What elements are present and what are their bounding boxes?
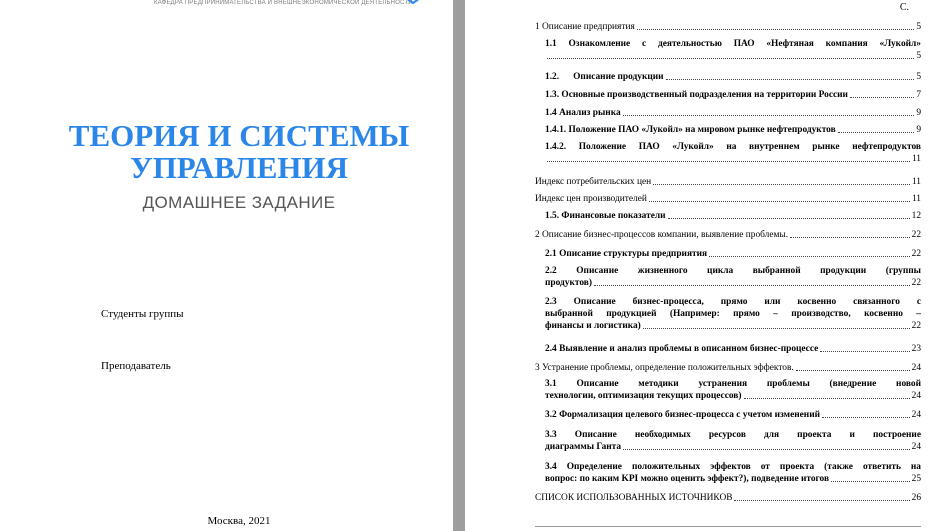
toc-entry[interactable]: СПИСОК ИСПОЛЬЗОВАННЫХ ИСТОЧНИКОВ 26 bbox=[535, 493, 921, 503]
teacher-label: Преподаватель bbox=[101, 360, 171, 372]
toc-entry[interactable]: 1.3. Основные производственный подразделения на территории России 7 bbox=[545, 90, 921, 100]
toc-entry[interactable]: 3.2 Формализация целевого бизнес-процесса с учетом изменений 24 bbox=[545, 410, 921, 420]
toc-entry[interactable]: 3.1 Описание методики устранения проблемы (внедрение новой технологии, оптимизация текущих процессов) 24 bbox=[545, 379, 921, 401]
toc-page bbox=[465, 0, 932, 531]
toc-entry[interactable]: 1.4.1. Положение ПАО «Лукойл» на мировом рынке нефтепродуктов 9 bbox=[545, 125, 921, 135]
title-line-1: ТЕОРИЯ И СИСТЕМЫ bbox=[68, 118, 410, 153]
toc-entry[interactable]: 1 Описание предприятия 5 bbox=[535, 22, 921, 32]
toc-entry[interactable]: 2.2 Описание жизненного цикла выбранной продукции (группы продуктов) 22 bbox=[545, 266, 921, 288]
toc-entry[interactable]: 3.3 Описание необходимых ресурсов для проекта и построение диаграммы Ганта 24 bbox=[545, 430, 921, 452]
document-title bbox=[0, 120, 453, 184]
toc-entry[interactable]: 2 Описание бизнес-процессов компании, выявление проблемы. 22 bbox=[535, 230, 921, 240]
toc-entry[interactable]: 1.1 Ознакомление с деятельностью ПАО «Нефтяная компания «Лукойл» 5 bbox=[545, 39, 921, 61]
toc-entry[interactable]: 1.4.2. Положение ПАО «Лукойл» на внутреннем рынке нефтепродуктов 11 bbox=[545, 142, 921, 164]
city-year: Москва, 2021 bbox=[207, 515, 271, 527]
toc-entry[interactable]: Индекс потребительских цен 11 bbox=[535, 177, 921, 187]
cover-page bbox=[0, 0, 453, 531]
toc-entry[interactable]: 3.4 Определение положительных эффектов от проекта (также ответить на вопрос: по каким KPI можно оценить эффект?), подведение итогов 25 bbox=[545, 462, 921, 484]
toc-entry[interactable]: 1.2. Описание продукции 5 bbox=[545, 72, 921, 82]
toc-entry[interactable]: 2.4 Выявление и анализ проблемы в описанном бизнес-процессе 23 bbox=[545, 344, 921, 354]
page-divider bbox=[535, 526, 921, 527]
toc-entry[interactable]: 2.1 Описание структуры предприятия 22 bbox=[545, 249, 921, 259]
university-logo-icon bbox=[402, 0, 424, 6]
department-header: КАФЕДРА ПРЕДПРИНИМАТЕЛЬСТВА И ВНЕШНЕЭКОНОМИЧЕСКОЙ ДЕЯТЕЛЬНОСТИ bbox=[154, 0, 413, 6]
toc-entry[interactable]: 3 Устранение проблемы, определение положительных эффектов. 24 bbox=[535, 363, 921, 373]
title-line-2: УПРАВЛЕНИЯ bbox=[129, 150, 349, 185]
toc-entry[interactable]: Индекс цен производителей 11 bbox=[535, 194, 921, 204]
toc-entry[interactable]: 1.5. Финансовые показатели 12 bbox=[545, 211, 921, 221]
document-subtitle: ДОМАШНЕЕ ЗАДАНИЕ bbox=[142, 193, 336, 212]
toc-entry[interactable]: 2.3 Описание бизнес-процесса, прямо или косвенно связанного с выбранной продукцией (Например: прямо – производство, косвенно – финансы и логистика) 22 bbox=[545, 297, 921, 331]
page-column-label: С. bbox=[899, 2, 909, 13]
students-label: Студенты группы bbox=[101, 308, 184, 320]
toc-entry[interactable]: 1.4 Анализ рынка 9 bbox=[545, 108, 921, 118]
